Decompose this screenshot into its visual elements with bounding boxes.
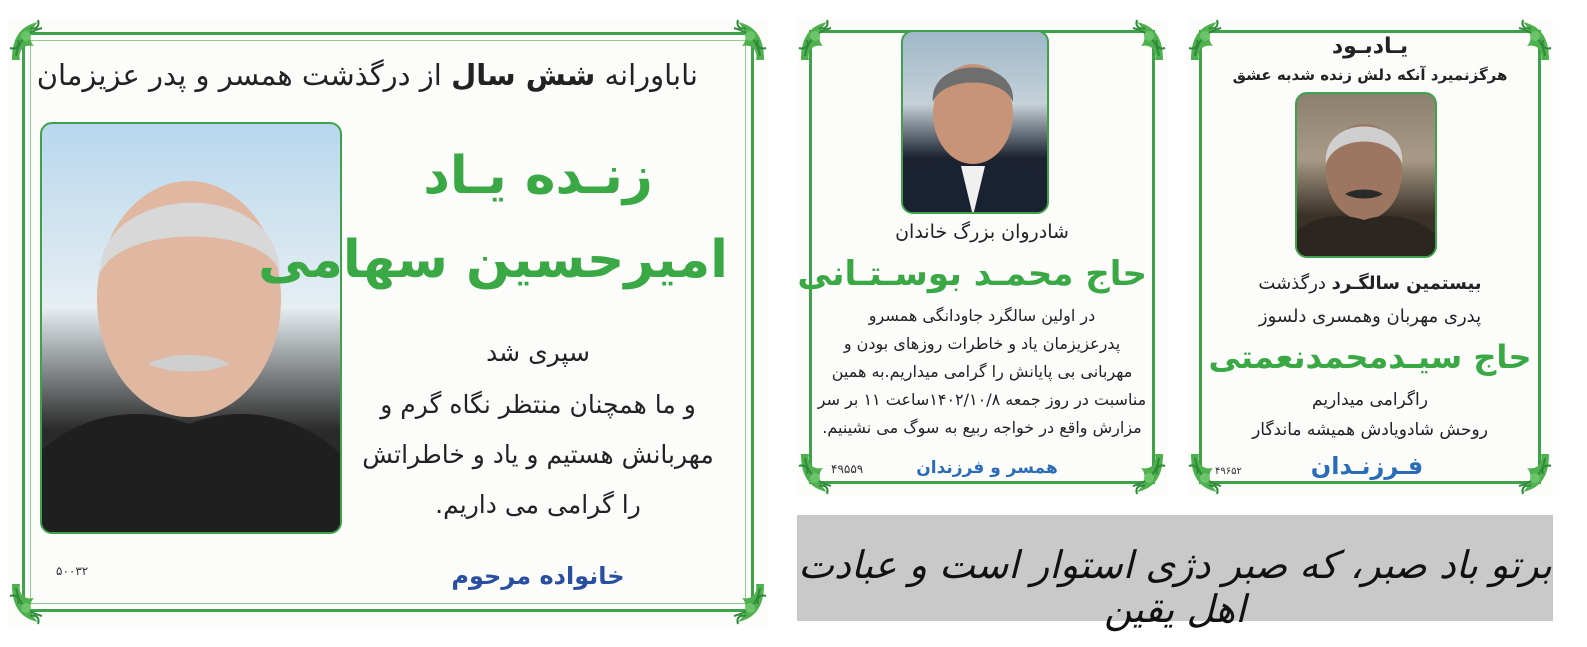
memorial-card-boostani [797,18,1167,496]
memorial-card-sahami [8,18,768,626]
signature: خانواده مرحوم [451,562,625,590]
title-line-2: امیرحسین سهامی [258,230,728,290]
signature: همسر و فرزندان [916,458,1058,478]
memorial-card-nemati [1187,18,1553,496]
quote-text: برتو باد صبر، که صبر دژی استوار است و عبادت اهل یقین [798,543,1552,631]
text-line-1: در اولین سالگرد جاودانگی همسرو [868,306,1096,325]
text-line-2: و ما همچنان منتظر نگاه گرم و [380,390,696,419]
text-line-3: مهربانی بی پایانش را گرامی میداریم.به همین [831,362,1133,381]
portrait-icon [40,124,340,534]
anniversary-line [1207,273,1533,294]
text-line-3: مهربانش هستیم و یاد و خاطراتش [362,440,714,469]
header-prefix: ناباورانه [604,58,698,92]
signature: فـرزنـدان [1310,452,1424,480]
header-bold: شش سال [451,58,596,92]
corner-ornament-icon [8,580,54,626]
header-suffix: از درگذشت همسر و پدر عزیزمان [36,58,442,92]
corner-ornament-icon [1507,450,1553,496]
text-line-4: روحش شادویادش همیشه ماندگار [1252,420,1488,440]
portrait-photo [901,30,1049,214]
name-title: حاج سیـدمحمدنعمتی [1208,338,1532,376]
text-line-5: مزارش واقع در خواجه ربیع به سوگ می نشینیم. [822,418,1142,437]
portrait-icon [1295,94,1435,258]
portrait-icon [901,32,1047,214]
title-line-1: زنـده یـاد [423,146,653,206]
text-line-1: سپری شد [486,338,590,367]
corner-ornament-icon [722,18,768,64]
card-header [37,58,698,92]
text-line-4: را گرامی می داریم. [435,490,641,519]
subtitle: هرگزنمیرد آنکه دلش زنده شدبه عشق [1232,66,1508,84]
subtitle: شادروان بزرگ خاندان [895,221,1069,243]
anniversary-bold: بیستمین سالگـرد [1331,273,1482,294]
portrait-photo [1295,92,1437,258]
text-line-2: پدری مهربان وهمسری دلسوز [1258,306,1482,327]
corner-ornament-icon [1121,450,1167,496]
corner-ornament-icon [1121,18,1167,64]
corner-ornament-icon [722,580,768,626]
name-title: حاج محمـد بوسـتـانی [797,254,1147,294]
ad-code: ۴۹۵۵۹ [831,462,864,476]
anniversary-rest: درگذشت [1258,273,1326,294]
ad-code: ۵۰۰۳۲ [56,564,89,578]
text-line-3: راگرامی میداریم [1312,390,1428,410]
quote-banner [797,515,1553,631]
ad-code: ۴۹۶۵۲ [1215,466,1242,477]
portrait-photo [40,122,342,534]
text-line-2: پدرعزیزمان یاد و خاطرات روزهای بودن و [843,334,1121,353]
text-line-4: مناسبت در روز جمعه ۱۴۰۲/۱۰/۸ساعت ۱۱ بر سر [817,390,1147,409]
corner-ornament-icon [797,18,843,64]
card-title: یـادبـود [1331,34,1409,59]
